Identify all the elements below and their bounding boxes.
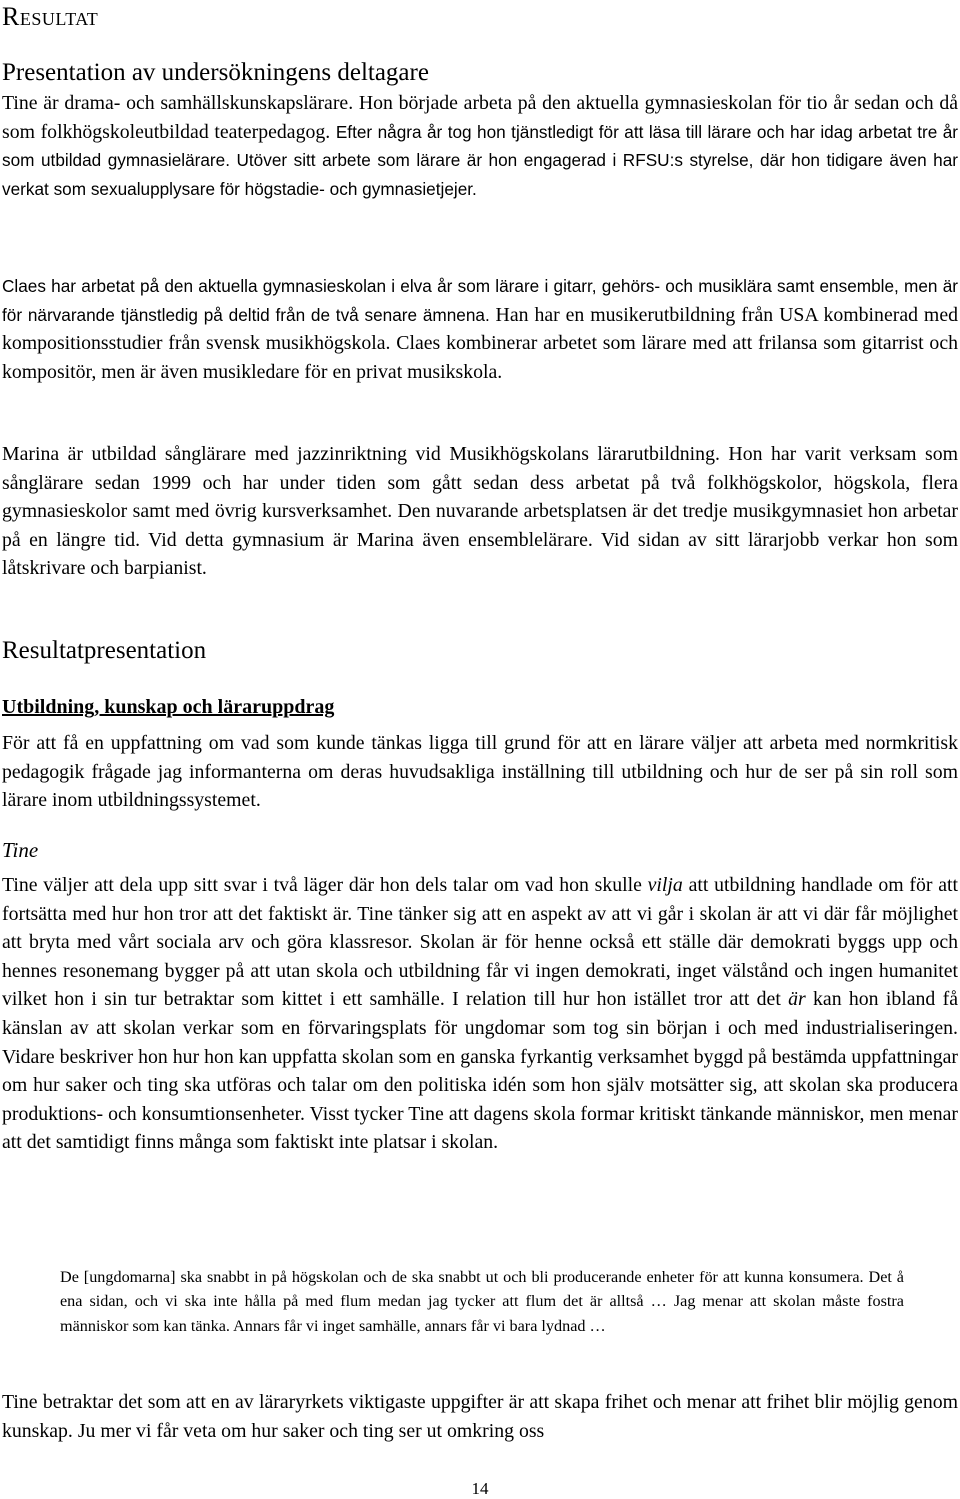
tine-answer-text-1: Tine väljer att dela upp sitt svar i två läger där hon dels talar om vad hon skulle (2, 874, 648, 896)
section-heading-presentation: Presentation av undersökningens deltagare (2, 59, 429, 86)
paragraph-tine-intro (2, 89, 958, 203)
paragraph-tine-answer (2, 871, 958, 1157)
tine-answer-text-2: att utbildning handlade om för att fortsätta med hur hon tror att det faktiskt är. Tine tänker sig att en aspekt av att vi går i skolan är att vi där får möjlighet att bryta med vårt sociala arv och göra klassresor. Skolan är för henne också ett ställe där demokrati byggs upp och hennes resonemang bygger på att utan skola och utbildning får vi ingen demokrati, inget välstånd och ingen humanitet vilket hon i sin tur betraktar som kittet i ett samhälle. I relation till hur hon istället tror att det (2, 874, 958, 1011)
claes-intro-part-a: Claes har arbetat på den aktuella gymnasieskolan i elva år som lärare i gitarr, gehörs- och musiklära samt ensemble, men är för närvarande tjänstledig på deltid från de två senare ämnena. (2, 276, 958, 325)
tine-answer-text-3: kan hon ibland få känslan av att skolan verkar som en förvaringsplats för ungdomar som tog sin början i och med industrialiseringen. Vidare beskriver hon hur hon kan uppfatta skolan som en ganska fyrkantig verksamhet byggd på bestämda uppfattningar om hur saker och ting ska utföras och talar om den politiska idén som hon själv motsätter sig, att skolan ska producera produktions- och konsumtionsenheter. Visst tycker Tine att dagens skola formar kritiskt tänkande människor, men menar att det samtidigt finns många som faktiskt inte platsar i skolan. (2, 988, 958, 1154)
tine-answer-emphasis-ar: är (788, 988, 806, 1011)
section-heading-resultatpresentation: Resultatpresentation (2, 637, 207, 664)
tine-intro-part-b: Efter några år tog hon tjänstledigt för att läsa till lärare och har idag arbetat tre år som utbildad gymnasielärare. (2, 121, 959, 171)
tine-intro-part-c: Utöver sitt arbete som lärare är hon engagerad i RFSU:s styrelse, där hon tidigare även har verkat som sexualupplysare för högstadie- och gymnasietjejer. (2, 150, 958, 199)
subheading-tine: Tine (2, 838, 39, 862)
subsection-heading-utbildning: Utbildning, kunskap och läraruppdrag (2, 696, 335, 718)
block-quote-tine: De [ungdomarna] ska snabbt in på högskolan och de ska snabbt ut och bli producerande enheter för att kunna konsumera. Det å ena sidan, och vi ska inte hålla på med flum medan jag tycker att flum det är alltså … Jag menar att skolan måste fostra människor som kan tänka. Annars får vi inget samhälle, annars får vi bara lydnad … (60, 1268, 904, 1335)
tine-answer-emphasis-vilja: vilja (647, 874, 683, 896)
claes-intro-part-b: Han har en musikerutbildning från USA kombinerad med kompositionsstudier från svensk musikhögskola. Claes kombinerar arbetet som lärare med att frilansa som gitarrist och kompositör, men är även musikledare för en privat musikskola. (2, 303, 958, 383)
paragraph-utbildning-intro: För att få en uppfattning om vad som kunde tänkas ligga till grund för att en lärare väljer att arbeta med normkritisk pedagogik frågade jag informanterna om deras huvudsakliga inställning till utbildning och hur de ser på sin roll som lärare inom utbildningssystemet. (2, 732, 958, 812)
paragraph-tine-closing: Tine betraktar det som att en av läraryrkets viktigaste uppgifter är att skapa frihet och menar att frihet blir möjlig genom kunskap. Ju mer vi får veta om hur saker och ting ser ut omkring oss (2, 1391, 958, 1442)
paragraph-claes-intro (2, 272, 958, 386)
page-number: 14 (471, 1479, 489, 1498)
tine-intro-part-a: Tine är drama- och samhällskunskapslärare. Hon började arbeta på den aktuella gymnasieskolan för tio år sedan och då som folkhögskoleutbildad teaterpedagog. (2, 92, 958, 143)
paragraph-marina-intro: Marina är utbildad sånglärare med jazzinriktning vid Musikhögskolans lärarutbildning. Hon har varit verksam som sånglärare sedan 1999 och har under tiden som gått sedan dess arbetat på två folkhögskolor, högskola, flera gymnasieskolor samt med övrig kursverksamhet. Den nuvarande arbetsplatsen är det tredje musikgymnasiet hon arbetar på en längre tid. Vid detta gymnasium är Marina även ensemblelärare. Vid sidan av sitt lärarjobb verkar hon som låtskrivare och barpianist. (2, 443, 958, 580)
chapter-heading: Resultat (2, 2, 99, 31)
